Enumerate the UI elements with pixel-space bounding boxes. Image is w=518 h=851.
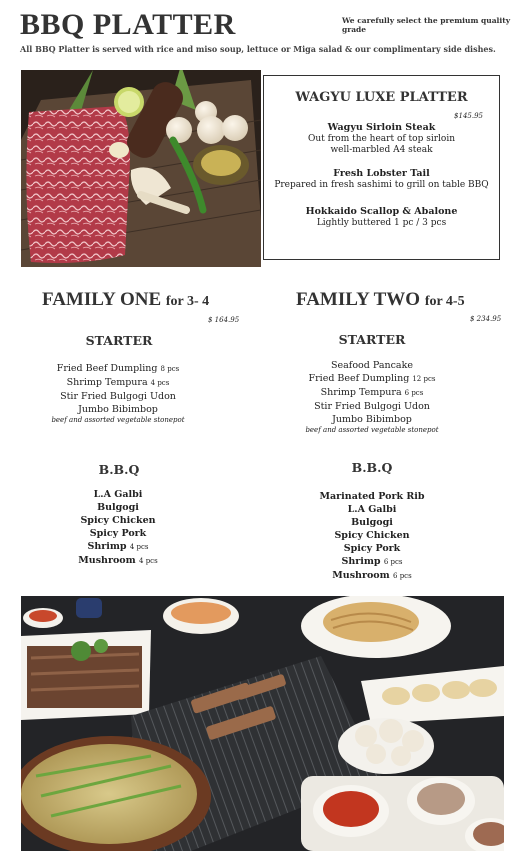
family-two-size: for 4-5 (424, 294, 465, 309)
family-one-bbq-heading: B.B.Q (98, 462, 140, 477)
list-item: Bulgogi (351, 517, 393, 528)
family-one-size: for 3- 4 (165, 294, 210, 309)
wagyu-luxe-platter-box (263, 75, 500, 260)
list-item: Spicy Pork (89, 528, 147, 539)
family-two-price: $ 234.95 (470, 315, 502, 323)
starter-note: beef and assorted vegetable stonepot (51, 416, 185, 424)
wagyu-platter-price: $145.95 (454, 112, 483, 120)
list-item: Shrimp Tempura 4 pcs (66, 377, 170, 388)
list-item: Stir Fried Bulgogi Udon (314, 401, 430, 412)
list-item: Jumbo Bibimbop (332, 414, 412, 425)
list-item: Shrimp 4 pcs (87, 541, 149, 552)
family-two-starter-heading: STARTER (338, 332, 406, 347)
wagyu-item-desc: Out from the heart of top sirloin (307, 133, 455, 144)
family-two-bbq-heading: B.B.Q (351, 460, 393, 475)
wagyu-item-desc: Lightly buttered 1 pc / 3 pcs (316, 217, 447, 228)
wagyu-platter-photo (21, 70, 261, 267)
wagyu-item-desc: Prepared in fresh sashimi to grill on table BBQ (274, 179, 489, 190)
family-two-bbq-list (272, 490, 472, 583)
platter-subtitle: All BBQ Platter is served with rice and miso soup, lettuce or Miga salad & our complimentary side dishes. (20, 44, 496, 54)
list-item: L.A Galbi (347, 504, 397, 515)
family-two-name: FAMILY TWO (296, 289, 421, 310)
list-item: Fried Beef Dumpling 8 pcs (56, 363, 180, 374)
list-item: Bulgogi (97, 502, 139, 513)
list-item: Jumbo Bibimbop (78, 404, 158, 415)
wagyu-item-name: Hokkaido Scallop & Abalone (305, 206, 458, 217)
wagyu-platter-title: WAGYU LUXE PLATTER (295, 90, 468, 105)
list-item: Mushroom 4 pcs (78, 555, 158, 566)
bbq-table-spread-photo (21, 596, 504, 851)
list-item: L.A Galbi (93, 489, 143, 500)
family-one-bbq-list (18, 488, 218, 568)
wagyu-item (264, 168, 499, 191)
list-item: Spicy Chicken (334, 530, 410, 541)
list-item: Shrimp 6 pcs (341, 556, 403, 567)
family-two-starter-list (272, 359, 472, 435)
family-one-name: FAMILY ONE (42, 289, 162, 310)
family-two-title (296, 289, 465, 311)
wagyu-item-desc: well-marbled A4 steak (330, 145, 433, 155)
list-item: Seafood Pancake (331, 360, 413, 371)
page-title: BBQ PLATTER (20, 8, 236, 41)
list-item: Spicy Chicken (80, 515, 156, 526)
list-item: Spicy Pork (343, 543, 401, 554)
list-item: Marinated Pork Rib (319, 491, 425, 502)
wagyu-item (264, 206, 499, 229)
wagyu-item (264, 122, 499, 157)
list-item: Stir Fried Bulgogi Udon (60, 391, 176, 402)
list-item: Fried Beef Dumpling 12 pcs (308, 373, 436, 384)
family-one-starter-list (18, 362, 218, 425)
family-one-price: $ 164.95 (208, 316, 240, 324)
wagyu-item-name: Wagyu Sirloin Steak (327, 122, 436, 133)
list-item: Mushroom 6 pcs (332, 570, 412, 581)
quality-tagline: We carefully select the premium quality grade (342, 16, 511, 34)
list-item: Shrimp Tempura 6 pcs (320, 387, 424, 398)
starter-note: beef and assorted vegetable stonepot (305, 426, 439, 434)
wagyu-item-name: Fresh Lobster Tail (333, 168, 430, 179)
family-one-starter-heading: STARTER (85, 333, 153, 348)
family-one-title (42, 289, 209, 311)
